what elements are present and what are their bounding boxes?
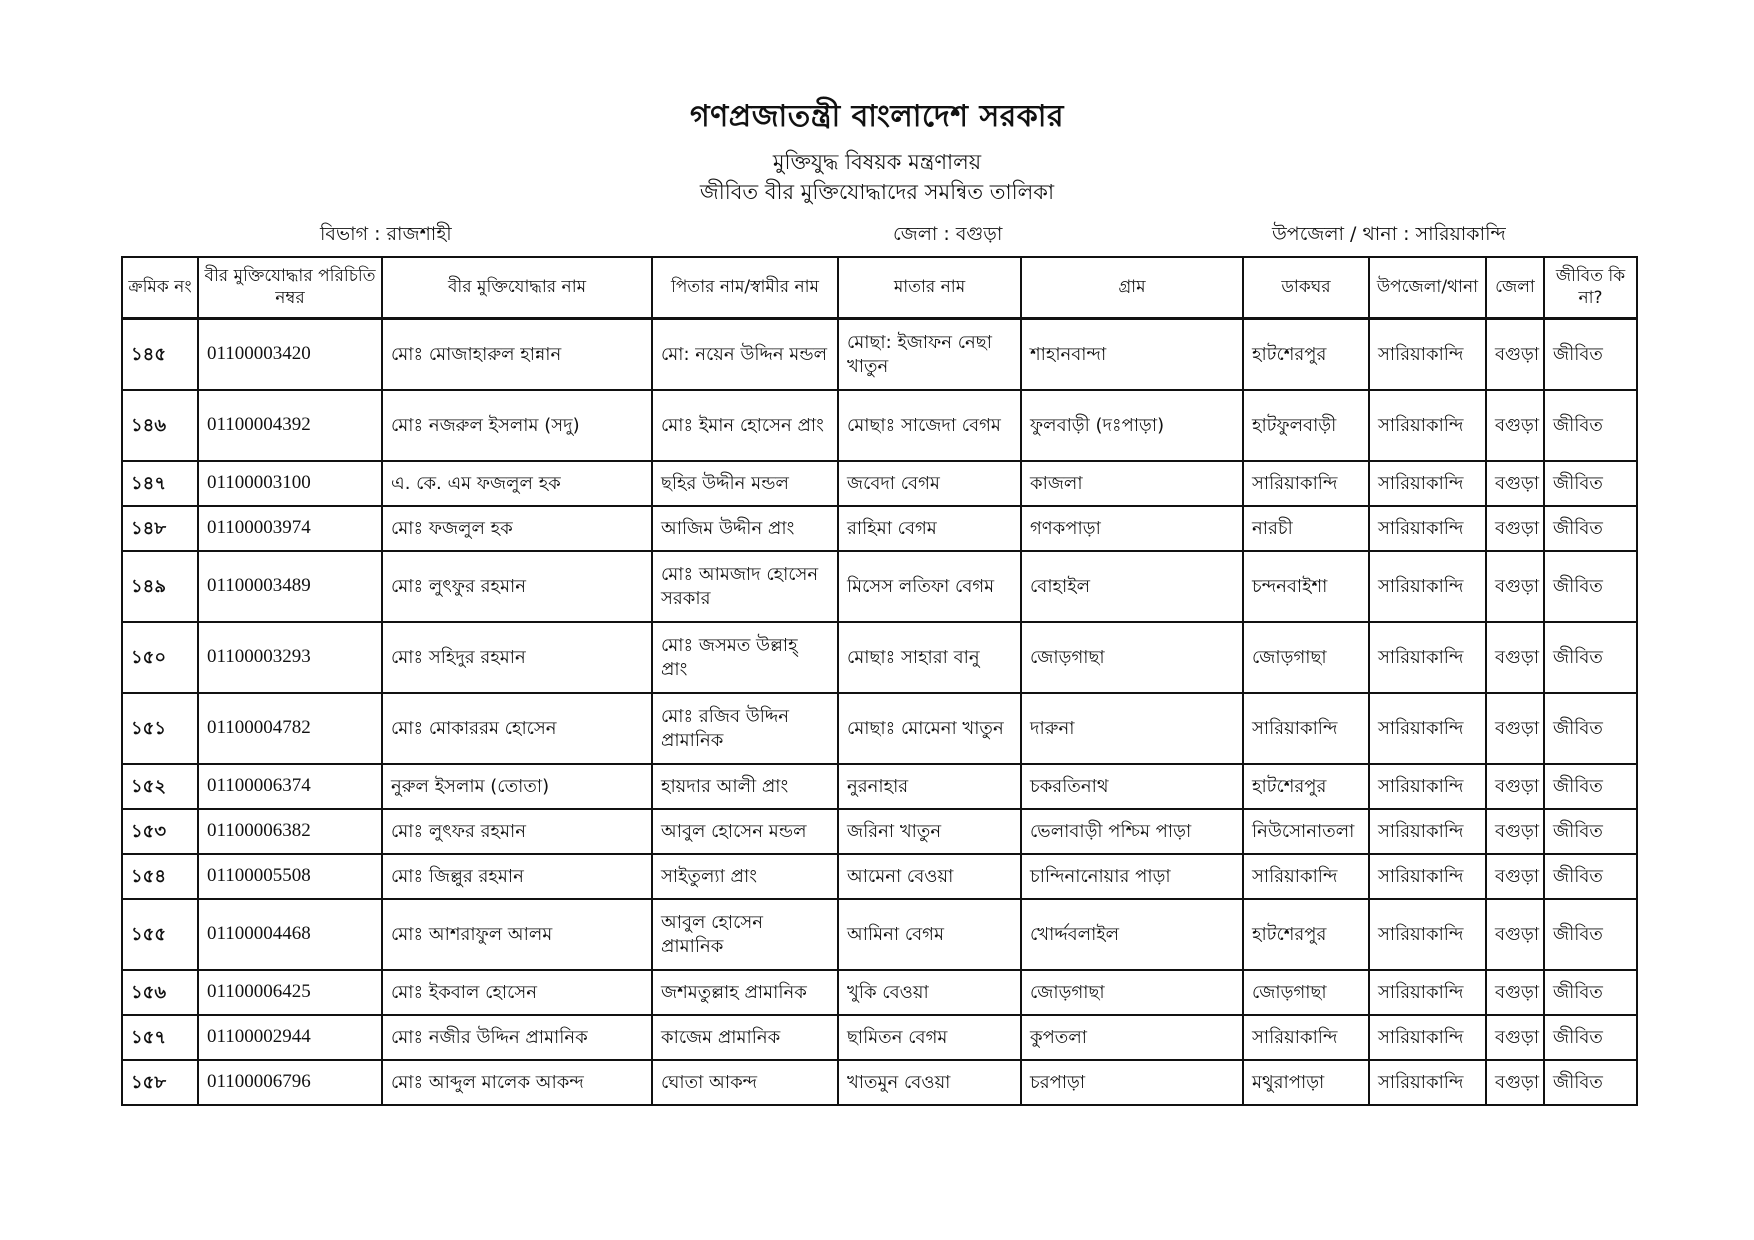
column-header-name: বীর মুক্তিযোদ্ধার নাম — [382, 257, 652, 319]
cell-id: 01100005508 — [198, 854, 382, 899]
cell-mother: আমিনা বেগম — [838, 899, 1021, 970]
cell-district: বগুড়া — [1486, 622, 1544, 693]
cell-upazila: সারিয়াকান্দি — [1369, 506, 1486, 551]
cell-father: মোঃ ইমান হোসেন প্রাং — [652, 390, 838, 461]
cell-father: সাইতুল্যা প্রাং — [652, 854, 838, 899]
cell-post-office: সারিয়াকান্দি — [1243, 461, 1369, 506]
table-row — [122, 809, 1637, 854]
cell-village: শাহানবান্দা — [1021, 319, 1243, 391]
cell-serial: ১৫৭ — [122, 1015, 198, 1060]
cell-upazila: সারিয়াকান্দি — [1369, 854, 1486, 899]
cell-id: 01100003489 — [198, 551, 382, 622]
cell-district: বগুড়া — [1486, 461, 1544, 506]
table-row — [122, 319, 1637, 391]
cell-post-office: সারিয়াকান্দি — [1243, 854, 1369, 899]
cell-upazila: সারিয়াকান্দি — [1369, 764, 1486, 809]
cell-mother: মোছা: ইজাফন নেছা খাতুন — [838, 319, 1021, 391]
cell-upazila: সারিয়াকান্দি — [1369, 970, 1486, 1015]
document-title: গণপ্রজাতন্ত্রী বাংলাদেশ সরকার — [690, 99, 1064, 134]
cell-father: হায়দার আলী প্রাং — [652, 764, 838, 809]
cell-post-office: মথুরাপাড়া — [1243, 1060, 1369, 1105]
cell-serial: ১৫১ — [122, 693, 198, 764]
cell-district: বগুড়া — [1486, 693, 1544, 764]
cell-village: ফুলবাড়ী (দঃপাড়া) — [1021, 390, 1243, 461]
cell-village: জোড়গাছা — [1021, 622, 1243, 693]
list-title: জীবিত বীর মুক্তিযোদ্ধাদের সমন্বিত তালিকা — [699, 180, 1055, 204]
cell-village: জোড়গাছা — [1021, 970, 1243, 1015]
cell-name: মোঃ আব্দুল মালেক আকন্দ — [382, 1060, 652, 1105]
cell-father: মো: নয়েন উদ্দিন মন্ডল — [652, 319, 838, 391]
cell-post-office: সারিয়াকান্দি — [1243, 1015, 1369, 1060]
cell-upazila: সারিয়াকান্দি — [1369, 319, 1486, 391]
column-header-upazila: উপজেলা/থানা — [1369, 257, 1486, 319]
cell-upazila: সারিয়াকান্দি — [1369, 461, 1486, 506]
cell-mother: নুরনাহার — [838, 764, 1021, 809]
cell-name: নুরুল ইসলাম (তোতা) — [382, 764, 652, 809]
cell-post-office: নারচী — [1243, 506, 1369, 551]
cell-post-office: চন্দনবাইশা — [1243, 551, 1369, 622]
cell-serial: ১৫৩ — [122, 809, 198, 854]
cell-mother: মোছাঃ সাজেদা বেগম — [838, 390, 1021, 461]
column-header-post-office: ডাকঘর — [1243, 257, 1369, 319]
table-row — [122, 551, 1637, 622]
cell-father: কাজেম প্রামানিক — [652, 1015, 838, 1060]
cell-alive: জীবিত — [1544, 809, 1637, 854]
cell-name: মোঃ সহিদুর রহমান — [382, 622, 652, 693]
cell-village: চান্দিনানোয়ার পাড়া — [1021, 854, 1243, 899]
cell-upazila: সারিয়াকান্দি — [1369, 809, 1486, 854]
column-header-village: গ্রাম — [1021, 257, 1243, 319]
freedom-fighter-table — [121, 256, 1638, 1106]
cell-post-office: হাটশেরপুর — [1243, 319, 1369, 391]
cell-name: মোঃ আশরাফুল আলম — [382, 899, 652, 970]
cell-village: দারুনা — [1021, 693, 1243, 764]
cell-father: মোঃ জসমত উল্লাহ্ প্রাং — [652, 622, 838, 693]
cell-mother: জরিনা খাতুন — [838, 809, 1021, 854]
cell-alive: জীবিত — [1544, 622, 1637, 693]
table-row — [122, 854, 1637, 899]
column-header-serial: ক্রমিক নং — [122, 257, 198, 319]
cell-name: মোঃ মোকাররম হোসেন — [382, 693, 652, 764]
cell-serial: ১৫০ — [122, 622, 198, 693]
cell-village: চকরতিনাথ — [1021, 764, 1243, 809]
cell-village: গণকপাড়া — [1021, 506, 1243, 551]
cell-father: মোঃ রজিব উদ্দিন প্রামানিক — [652, 693, 838, 764]
cell-alive: জীবিত — [1544, 693, 1637, 764]
cell-upazila: সারিয়াকান্দি — [1369, 551, 1486, 622]
cell-father: আবুল হোসেন মন্ডল — [652, 809, 838, 854]
cell-serial: ১৫৮ — [122, 1060, 198, 1105]
cell-alive: জীবিত — [1544, 506, 1637, 551]
cell-upazila: সারিয়াকান্দি — [1369, 1015, 1486, 1060]
cell-serial: ১৪৬ — [122, 390, 198, 461]
cell-upazila: সারিয়াকান্দি — [1369, 390, 1486, 461]
cell-mother: রাহিমা বেগম — [838, 506, 1021, 551]
cell-post-office: হাটশেরপুর — [1243, 899, 1369, 970]
cell-post-office: হাটফুলবাড়ী — [1243, 390, 1369, 461]
table-header-row — [122, 257, 1637, 319]
column-header-alive: জীবিত কি না? — [1544, 257, 1637, 319]
cell-father: ঘোতা আকন্দ — [652, 1060, 838, 1105]
cell-alive: জীবিত — [1544, 1015, 1637, 1060]
column-header-id: বীর মুক্তিযোদ্ধার পরিচিতি নম্বর — [198, 257, 382, 319]
table-row — [122, 693, 1637, 764]
cell-alive: জীবিত — [1544, 551, 1637, 622]
cell-father: মোঃ আমজাদ হোসেন সরকার — [652, 551, 838, 622]
cell-mother: আমেনা বেওয়া — [838, 854, 1021, 899]
cell-id: 01100004782 — [198, 693, 382, 764]
cell-mother: মোছাঃ মোমেনা খাতুন — [838, 693, 1021, 764]
cell-serial: ১৫২ — [122, 764, 198, 809]
cell-mother: ছামিতন বেগম — [838, 1015, 1021, 1060]
cell-post-office: জোড়গাছা — [1243, 970, 1369, 1015]
cell-post-office: জোড়গাছা — [1243, 622, 1369, 693]
cell-district: বগুড়া — [1486, 390, 1544, 461]
cell-serial: ১৫৪ — [122, 854, 198, 899]
cell-serial: ১৫৫ — [122, 899, 198, 970]
cell-name: মোঃ ইকবাল হোসেন — [382, 970, 652, 1015]
cell-village: খোর্দ্দবলাইল — [1021, 899, 1243, 970]
cell-id: 01100003293 — [198, 622, 382, 693]
cell-father: আবুল হোসেন প্রামানিক — [652, 899, 838, 970]
cell-id: 01100004468 — [198, 899, 382, 970]
cell-alive: জীবিত — [1544, 854, 1637, 899]
cell-alive: জীবিত — [1544, 1060, 1637, 1105]
cell-upazila: সারিয়াকান্দি — [1369, 899, 1486, 970]
cell-serial: ১৫৬ — [122, 970, 198, 1015]
cell-post-office: হাটশেরপুর — [1243, 764, 1369, 809]
cell-district: বগুড়া — [1486, 970, 1544, 1015]
cell-alive: জীবিত — [1544, 970, 1637, 1015]
cell-upazila: সারিয়াকান্দি — [1369, 693, 1486, 764]
table-row — [122, 390, 1637, 461]
cell-name: মোঃ মোজাহারুল হান্নান — [382, 319, 652, 391]
cell-mother: মিসেস লতিফা বেগম — [838, 551, 1021, 622]
cell-district: বগুড়া — [1486, 1060, 1544, 1105]
cell-alive: জীবিত — [1544, 764, 1637, 809]
cell-id: 01100006374 — [198, 764, 382, 809]
table-row — [122, 764, 1637, 809]
cell-mother: খাতমুন বেওয়া — [838, 1060, 1021, 1105]
table-row — [122, 1060, 1637, 1105]
cell-father: জশমতুল্লাহ প্রামানিক — [652, 970, 838, 1015]
ministry-name: মুক্তিযুদ্ধ বিষয়ক মন্ত্রণালয় — [772, 150, 982, 174]
cell-serial: ১৪৫ — [122, 319, 198, 391]
cell-id: 01100003420 — [198, 319, 382, 391]
cell-id: 01100003100 — [198, 461, 382, 506]
cell-father: ছহির উদ্দীন মন্ডল — [652, 461, 838, 506]
cell-id: 01100002944 — [198, 1015, 382, 1060]
cell-father: আজিম উদ্দীন প্রাং — [652, 506, 838, 551]
cell-mother: খুকি বেওয়া — [838, 970, 1021, 1015]
cell-village: চরপাড়া — [1021, 1060, 1243, 1105]
cell-post-office: সারিয়াকান্দি — [1243, 693, 1369, 764]
cell-district: বগুড়া — [1486, 854, 1544, 899]
cell-alive: জীবিত — [1544, 319, 1637, 391]
cell-name: মোঃ লুৎফুর রহমান — [382, 551, 652, 622]
table-row — [122, 461, 1637, 506]
cell-id: 01100004392 — [198, 390, 382, 461]
column-header-father: পিতার নাম/স্বামীর নাম — [652, 257, 838, 319]
column-header-district: জেলা — [1486, 257, 1544, 319]
cell-serial: ১৪৯ — [122, 551, 198, 622]
cell-alive: জীবিত — [1544, 390, 1637, 461]
cell-name: মোঃ লুৎফর রহমান — [382, 809, 652, 854]
cell-district: বগুড়া — [1486, 1015, 1544, 1060]
district-label: জেলা : বগুড়া — [893, 223, 1003, 245]
cell-village: কুপতলা — [1021, 1015, 1243, 1060]
table-row — [122, 622, 1637, 693]
cell-id: 01100006425 — [198, 970, 382, 1015]
cell-mother: জবেদা বেগম — [838, 461, 1021, 506]
upazila-label: উপজেলা / থানা : সারিয়াকান্দি — [1272, 223, 1506, 245]
cell-mother: মোছাঃ সাহারা বানু — [838, 622, 1021, 693]
cell-district: বগুড়া — [1486, 809, 1544, 854]
cell-district: বগুড়া — [1486, 764, 1544, 809]
cell-name: মোঃ জিল্লুর রহমান — [382, 854, 652, 899]
table-row — [122, 899, 1637, 970]
cell-name: মোঃ নজীর উদ্দিন প্রামানিক — [382, 1015, 652, 1060]
cell-district: বগুড়া — [1486, 551, 1544, 622]
cell-village: কাজলা — [1021, 461, 1243, 506]
cell-id: 01100006796 — [198, 1060, 382, 1105]
cell-post-office: নিউসোনাতলা — [1243, 809, 1369, 854]
cell-district: বগুড়া — [1486, 319, 1544, 391]
cell-serial: ১৪৭ — [122, 461, 198, 506]
division-label: বিভাগ : রাজশাহী — [320, 223, 452, 245]
cell-upazila: সারিয়াকান্দি — [1369, 622, 1486, 693]
cell-village: ভেলাবাড়ী পশ্চিম পাড়া — [1021, 809, 1243, 854]
cell-id: 01100006382 — [198, 809, 382, 854]
cell-name: মোঃ ফজলুল হক — [382, 506, 652, 551]
cell-alive: জীবিত — [1544, 899, 1637, 970]
column-header-mother: মাতার নাম — [838, 257, 1021, 319]
cell-name: এ. কে. এম ফজলুল হক — [382, 461, 652, 506]
cell-district: বগুড়া — [1486, 506, 1544, 551]
cell-alive: জীবিত — [1544, 461, 1637, 506]
cell-serial: ১৪৮ — [122, 506, 198, 551]
cell-village: বোহাইল — [1021, 551, 1243, 622]
cell-id: 01100003974 — [198, 506, 382, 551]
table-row — [122, 970, 1637, 1015]
table-row — [122, 506, 1637, 551]
cell-name: মোঃ নজরুল ইসলাম (সদু) — [382, 390, 652, 461]
cell-upazila: সারিয়াকান্দি — [1369, 1060, 1486, 1105]
cell-district: বগুড়া — [1486, 899, 1544, 970]
table-row — [122, 1015, 1637, 1060]
